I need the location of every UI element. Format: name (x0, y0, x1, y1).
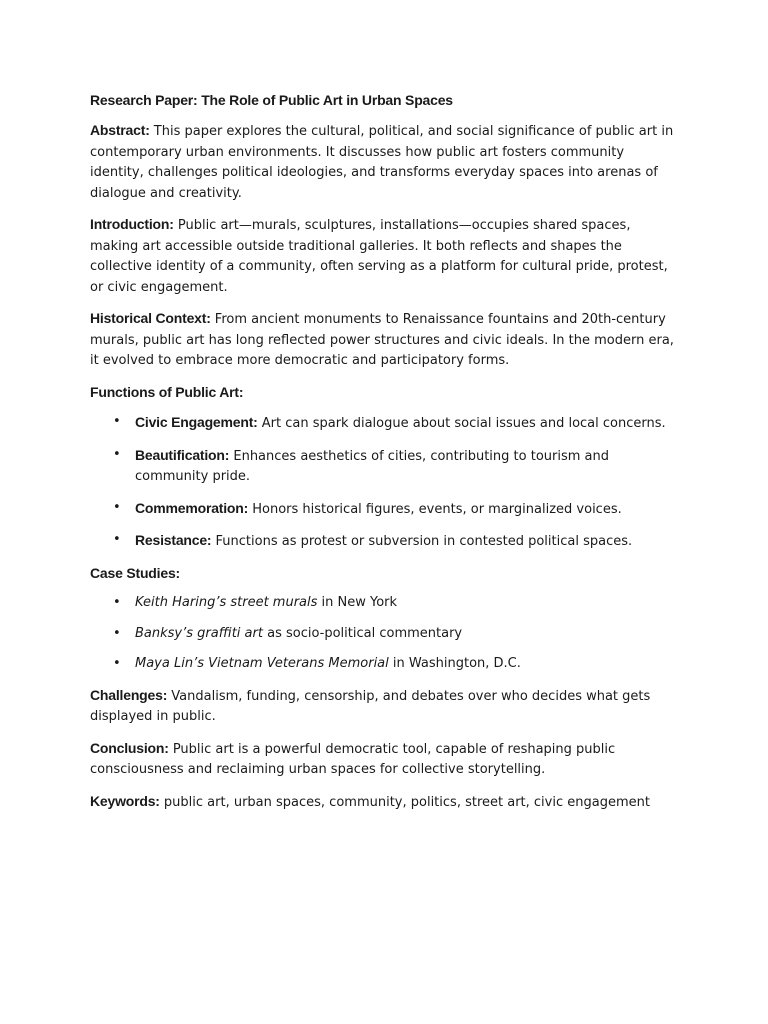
function-label: Beautification: (135, 446, 230, 463)
list-item (90, 593, 680, 614)
list-item (90, 624, 680, 645)
introduction-text: Public art—murals, sculptures, installations—occupies shared spaces, making art accessible outside traditional galleries. It both reflects and shapes the collective identity of a community, often serving as a platform for cultural pride, protest, or civic engagement. (90, 218, 668, 295)
bullet-icon: • (113, 446, 121, 462)
case-studies-heading: Case Studies: (90, 564, 180, 581)
list-item (90, 445, 680, 488)
challenges-paragraph (90, 685, 680, 728)
case-study-title: Keith Haring’s street murals (135, 595, 318, 610)
list-item (90, 530, 680, 553)
conclusion-label: Conclusion: (90, 739, 169, 756)
abstract-paragraph (90, 120, 680, 204)
bullet-icon: • (113, 595, 121, 610)
function-label: Civic Engagement: (135, 414, 258, 430)
case-study-text: in New York (317, 595, 398, 610)
function-text: Art can spark dialogue about social issues and local concerns. (257, 416, 666, 431)
case-studies-list (90, 593, 680, 675)
list-item (90, 654, 680, 675)
function-label: Commemoration: (135, 499, 249, 516)
conclusion-text: Public art is a powerful democratic tool, capable of reshaping public consciousness and reclaiming urban spaces for collective storytelling. (90, 741, 616, 777)
historical-context-text: From ancient monuments to Renaissance fountains and 20th-century murals, public art has long reflected power structures and civic ideals. In the modern era, it evolved to embrace more democratic and participatory forms. (90, 312, 674, 368)
keywords-paragraph (90, 791, 680, 814)
function-text: Honors historical figures, events, or marginalized voices. (248, 501, 622, 517)
function-label: Resistance: (135, 532, 212, 548)
bullet-icon: • (113, 625, 121, 641)
list-item (90, 498, 680, 521)
function-text: Functions as protest or subversion in contested political spaces. (211, 534, 633, 549)
document-page (90, 90, 680, 823)
historical-context-paragraph (90, 308, 680, 372)
paper-title: Research Paper: The Role of Public Art in Urban Spaces (90, 92, 453, 108)
historical-context-label: Historical Context: (90, 310, 211, 326)
list-item (90, 412, 680, 435)
bullet-icon: • (113, 499, 121, 515)
keywords-text: public art, urban spaces, community, politics, street art, civic engagement (159, 794, 650, 810)
functions-heading: Functions of Public Art: (90, 383, 244, 400)
bullet-icon: • (113, 414, 121, 429)
case-study-title: Banksy’s graffiti art (135, 625, 263, 641)
case-study-title: Maya Lin’s Vietnam Veterans Memorial (135, 656, 389, 671)
challenges-label: Challenges: (90, 686, 168, 703)
case-study-text: in Washington, D.C. (388, 656, 521, 671)
function-text: Enhances aesthetics of cities, contributing to tourism and community pride. (135, 448, 609, 484)
bullet-icon: • (113, 656, 121, 671)
abstract-text: This paper explores the cultural, political, and social significance of public art in contemporary urban environments. It discusses how public art fosters community identity, challenges political ideologies, and transforms everyday spaces into arenas of dialogue and creativity. (90, 124, 674, 201)
introduction-label: Introduction: (90, 216, 174, 232)
case-study-text: as socio-political commentary (262, 625, 463, 641)
bullet-icon: • (113, 532, 121, 547)
challenges-text: Vandalism, funding, censorship, and debates over who decides what gets displayed in public. (90, 688, 651, 724)
conclusion-paragraph (90, 738, 680, 781)
introduction-paragraph (90, 214, 680, 298)
functions-list (90, 412, 680, 553)
keywords-label: Keywords: (90, 792, 160, 809)
abstract-label: Abstract: (90, 122, 150, 138)
